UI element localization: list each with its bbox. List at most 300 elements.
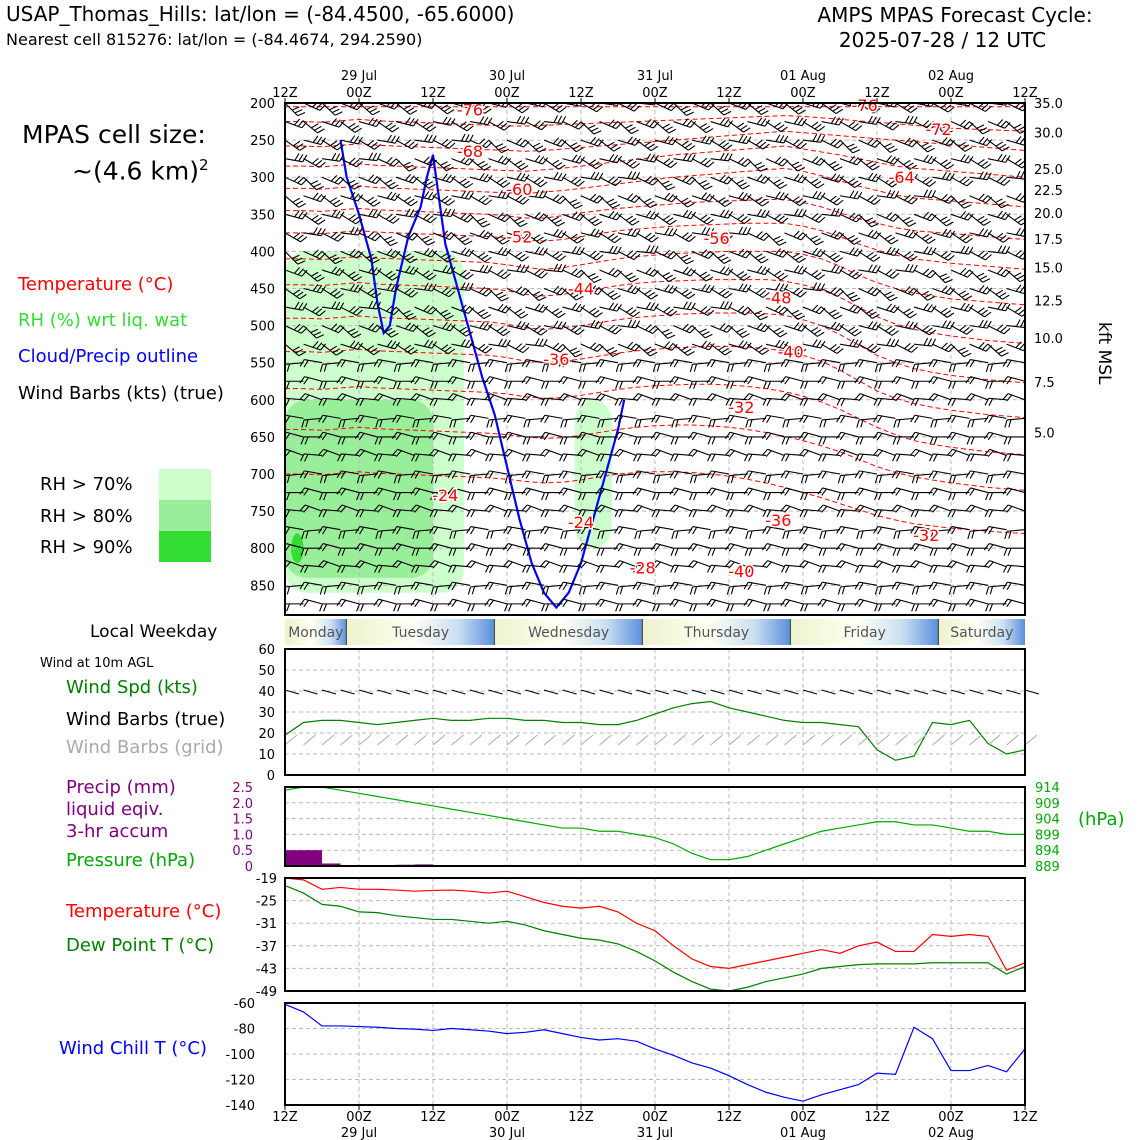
wind-barb — [857, 418, 877, 427]
wind-barb-flag — [797, 141, 803, 146]
legend-rh80-label: RH > 80% — [40, 506, 133, 527]
wind-barb-flag — [633, 488, 638, 494]
wind-barb-flag — [929, 394, 934, 400]
wind-barb-flag — [537, 180, 543, 185]
wind-barb-flag — [539, 297, 546, 301]
wind-barb-flag — [625, 273, 632, 277]
wind-barb-flag — [539, 156, 544, 162]
wind-barb-flag — [838, 604, 841, 611]
wind-barb-flag — [904, 195, 910, 200]
wind-barb-flag — [915, 416, 919, 423]
wind-barb — [766, 122, 787, 132]
wind-barb — [764, 363, 784, 372]
wind-barb-flag — [762, 544, 767, 550]
wind-barb-flag — [711, 583, 715, 590]
wind-barb-flag — [540, 544, 545, 550]
wind-barb-flag — [887, 295, 894, 298]
xs-pressure-tick: 300 — [250, 171, 275, 187]
wind-barb — [600, 325, 622, 334]
wind-barb — [818, 582, 840, 590]
wind-barb-flag — [890, 149, 897, 152]
wind-barb-flag — [773, 236, 780, 239]
wind-barb-flag — [600, 583, 604, 590]
wind-barb-flag — [651, 295, 658, 299]
wind-barb — [896, 286, 918, 295]
wind-barb-flag — [542, 604, 545, 611]
wind-barb-flag — [927, 156, 932, 162]
wind-barb-staff — [526, 270, 542, 278]
wind-barb-flag — [665, 184, 672, 187]
wind-barb — [764, 585, 784, 594]
wind-barb — [581, 103, 603, 112]
wind-barb — [692, 250, 714, 259]
wind-barb-flag — [589, 160, 596, 165]
wind-barb-flag — [868, 230, 873, 236]
wind-barb-staff — [267, 565, 285, 567]
wind-barb-flag — [905, 229, 910, 235]
wind-barb — [949, 585, 969, 594]
wind-barb-flag — [690, 364, 692, 372]
wind-barb-flag — [378, 600, 383, 606]
wind-barb-flag — [387, 240, 394, 243]
wind-barb-flag — [838, 587, 840, 595]
wind-barb-flag — [676, 531, 678, 539]
wind-barb-flag — [681, 255, 688, 258]
wind-barb — [855, 582, 877, 590]
wind-barb-flag — [684, 258, 691, 261]
wind-barb-flag — [313, 193, 318, 199]
wind-barb-flag — [859, 472, 863, 479]
wind-barb — [396, 196, 417, 206]
wind-barb-flag — [745, 548, 748, 555]
wind-barb — [544, 159, 565, 170]
wind-barb-flag — [724, 111, 731, 115]
wind-barb-flag — [811, 179, 818, 183]
wind-barb-flag — [508, 416, 512, 423]
wind-barb-flag — [481, 312, 488, 316]
wind-barb — [970, 251, 992, 260]
wind-barb-flag — [675, 566, 679, 573]
wind-barb-flag — [855, 599, 860, 605]
wind-barb — [988, 140, 1009, 151]
wind-barb-flag — [588, 274, 595, 277]
wind-barb-flag — [730, 527, 734, 534]
wind-barb-staff — [581, 196, 597, 203]
xs-kft-tick: 12.5 — [1034, 294, 1063, 310]
wind-barb-flag — [319, 162, 325, 167]
wind-barb-flag — [971, 454, 975, 461]
wind-barb — [541, 527, 563, 535]
wind-barb-staff — [748, 251, 762, 263]
legend-precip-3: 3-hr accum — [66, 821, 169, 842]
wind-barb-flag — [951, 562, 956, 568]
wind-barb-flag — [840, 562, 845, 568]
wind-barb — [836, 544, 858, 551]
wind-barb-flag — [671, 548, 674, 555]
wind-barb-flag — [944, 162, 951, 166]
wind-barb-staff — [692, 122, 706, 133]
wind-barb-flag — [685, 292, 692, 297]
wind-barb-flag — [625, 125, 632, 129]
wind-barb-flag — [583, 587, 585, 595]
wind-barb-flag — [922, 234, 929, 238]
wind-barb-flag — [410, 110, 417, 114]
wind-barb-flag — [373, 153, 377, 160]
wind-barb-flag — [786, 437, 789, 444]
wind-barb-flag — [730, 510, 734, 517]
wind-barb-flag — [693, 527, 697, 534]
wind-barb-staff — [933, 418, 951, 420]
wind-barb — [801, 363, 821, 372]
wind-barb-flag — [804, 527, 808, 534]
wind-barb-flag — [885, 326, 891, 331]
wind-barb-flag — [743, 185, 750, 189]
wind-barb-flag — [822, 472, 826, 479]
wind-barb — [690, 474, 710, 483]
wind-barb-flag — [655, 451, 660, 457]
wind-barb-flag — [570, 348, 577, 351]
wind-barb-flag — [535, 247, 539, 254]
wind-barb-flag — [263, 599, 268, 605]
wind-barb-flag — [861, 531, 863, 539]
wind-barb-flag — [953, 381, 956, 388]
wind-barb — [970, 214, 991, 225]
wind-barb-staff — [933, 307, 948, 317]
wind-barb — [877, 326, 899, 336]
wind-barb-staff — [285, 103, 298, 116]
wind-barb-staff — [618, 214, 632, 225]
wind-barb-flag — [688, 146, 695, 151]
wind-barb-flag — [300, 599, 305, 605]
wind-barb-flag — [910, 449, 915, 455]
wind-barb-flag — [762, 350, 769, 354]
wind-barb-flag — [523, 347, 529, 352]
wind-barb — [581, 251, 603, 260]
wind-barb-staff — [600, 140, 614, 151]
wind-barb-flag — [674, 600, 679, 606]
wind-barb-flag — [472, 364, 474, 372]
wind-barb-flag — [963, 179, 969, 184]
wind-barb-flag — [712, 566, 716, 573]
wind-barb — [672, 418, 692, 427]
wind-barb — [485, 599, 507, 606]
wind-barb — [600, 233, 622, 243]
wind-barb-flag — [443, 164, 450, 168]
wind-barb-staff — [840, 289, 853, 302]
wind-barb-flag — [516, 287, 522, 293]
nearest-cell-label: Nearest cell 815276: lat/lon = (-84.4674, 294.2590) — [6, 30, 423, 49]
wind-barb — [746, 418, 766, 427]
wind-barb-flag — [350, 227, 354, 234]
wind-barb-flag — [675, 437, 678, 444]
wind-barb-flag — [879, 493, 882, 500]
wind-barb-flag — [805, 604, 808, 611]
wind-barb-flag — [410, 210, 414, 217]
wind-barb-flag — [805, 364, 807, 372]
wind-barb-flag — [768, 364, 770, 372]
wind-barb-staff — [396, 196, 411, 206]
wind-barb-staff — [489, 233, 503, 244]
wind-barb-flag — [916, 587, 918, 595]
wind-barb-flag — [508, 527, 512, 534]
wind-barb — [857, 530, 877, 539]
wind-barb-flag — [558, 173, 562, 180]
wind-barb-flag — [669, 278, 676, 282]
wind-barb-flag — [263, 488, 268, 494]
wind-barb-flag — [295, 154, 299, 161]
wind-barb — [803, 157, 825, 166]
wind-barb-staff — [471, 363, 489, 365]
wind-barb-flag — [853, 306, 858, 312]
wind-barb-flag — [719, 141, 725, 146]
wind-barb-flag — [795, 313, 802, 316]
wind-barb-flag — [742, 342, 747, 348]
wind-barb-flag — [479, 344, 485, 349]
wind-barb-staff — [729, 326, 743, 338]
wind-barb-flag — [337, 599, 342, 605]
wind-barb-flag — [910, 561, 915, 567]
wind-barb-flag — [665, 332, 672, 335]
wind-barb-staff — [933, 196, 949, 204]
wind-barb-flag — [681, 198, 688, 202]
wind-barb-flag — [593, 253, 599, 258]
wind-barb-flag — [647, 201, 654, 205]
wind-barb-staff — [655, 326, 668, 339]
wind-barb-flag — [912, 604, 915, 611]
wind-barb-flag — [926, 328, 932, 333]
wind-barb-flag — [764, 587, 766, 595]
wind-barb — [674, 233, 696, 242]
wind-barb-staff — [914, 270, 930, 278]
wind-barb-flag — [646, 154, 650, 161]
wind-barb-staff — [729, 122, 744, 133]
wind-barb-staff — [692, 214, 707, 224]
wind-barb-flag — [683, 210, 688, 217]
wind-barb-flag — [811, 327, 818, 331]
wind-barb-flag — [740, 183, 747, 187]
wind-barb-staff — [471, 474, 489, 476]
wind-barb-flag — [576, 156, 581, 162]
wind-barb-flag — [633, 394, 638, 400]
wind-barb-flag — [518, 163, 525, 167]
pressure-unit: (hPa) — [1078, 809, 1125, 830]
wind-barb-flag — [692, 562, 697, 568]
wind-barb-staff — [748, 196, 763, 206]
wind-barb-flag — [787, 531, 789, 539]
wind-barb-flag — [471, 399, 475, 406]
wind-barb-flag — [780, 135, 784, 142]
wind-barb-flag — [928, 190, 932, 197]
wind-barb-flag — [657, 475, 659, 483]
wind-barb-flag — [910, 432, 915, 438]
wind-barb-flag — [448, 201, 454, 206]
wind-barb-flag — [628, 276, 635, 280]
wind-barb-flag — [616, 381, 619, 388]
wind-barb — [544, 321, 566, 329]
wind-barb — [818, 599, 840, 606]
wind-barb — [616, 363, 636, 372]
wind-barb-flag — [526, 472, 530, 479]
wind-barb-flag — [890, 305, 895, 311]
wind-barb-flag — [757, 266, 762, 272]
wind-barb-flag — [459, 236, 466, 240]
wind-barb-flag — [654, 155, 658, 162]
wind-barb-flag — [817, 332, 824, 336]
wind-barb — [618, 342, 640, 351]
cell-size-label: MPAS cell size: — [22, 120, 206, 149]
wind-barb-flag — [546, 604, 549, 611]
wind-barb-flag — [904, 104, 910, 109]
xs-pressure-tick: 750 — [250, 505, 275, 521]
wind-barb-flag — [674, 583, 678, 590]
wind-barb-flag — [783, 420, 785, 428]
wind-barb-flag — [646, 119, 651, 125]
wind-barb-flag — [546, 381, 549, 388]
wind-barb-staff — [341, 122, 355, 133]
wind-barb-flag — [613, 246, 617, 253]
wind-barb-flag — [985, 312, 991, 317]
wind-barb-staff — [637, 418, 655, 420]
wind-barb-flag — [331, 175, 337, 181]
wind-barb-flag — [589, 308, 596, 313]
wind-barb-flag — [390, 242, 397, 245]
wind-barb-flag — [435, 604, 438, 611]
wind-barb-flag — [313, 136, 318, 143]
wind-barb-flag — [724, 119, 729, 125]
wind-barb-flag — [923, 326, 929, 331]
cell-size-text: ~(4.6 km) — [72, 156, 199, 186]
wind-barb-flag — [317, 194, 322, 200]
wind-barb-flag — [704, 217, 710, 222]
wind-barb — [452, 122, 474, 131]
wind-barb-flag — [983, 287, 988, 293]
wind-barb-flag — [541, 330, 547, 335]
wind-barb-flag — [896, 600, 901, 606]
xs-kft-tick: 35.0 — [1034, 97, 1063, 112]
wind-barb-flag — [855, 394, 860, 400]
wind-barb-flag — [703, 274, 710, 278]
wind-barb-flag — [627, 342, 632, 348]
wind-barb-flag — [855, 331, 862, 335]
wind-barb — [949, 363, 969, 372]
wind-barb-flag — [737, 272, 744, 276]
wind-barb-flag — [575, 328, 581, 333]
wind-barb-flag — [762, 432, 767, 438]
wind-barb-flag — [868, 173, 873, 180]
wind-barb-flag — [983, 130, 990, 133]
wind-barb-flag — [469, 192, 473, 199]
wind-barb — [822, 251, 843, 262]
wind-barb-flag — [799, 110, 806, 114]
wind-barb-flag — [720, 118, 725, 124]
wind-barb-flag — [702, 284, 707, 291]
wind-barb-flag — [776, 192, 781, 199]
wind-barb — [433, 196, 455, 206]
wind-barb — [988, 289, 1009, 300]
wind-barb-flag — [620, 604, 623, 611]
wind-barb-flag — [785, 489, 790, 495]
wind-barb-flag — [965, 156, 970, 163]
wind-barb-flag — [480, 173, 485, 179]
wind-barb-flag — [984, 221, 991, 225]
wind-barb — [803, 326, 824, 337]
wind-barb-flag — [965, 304, 970, 311]
wind-barb-flag — [857, 531, 859, 539]
wind-barb-flag — [600, 378, 605, 384]
wind-barb — [707, 377, 729, 384]
wind-barb-staff — [452, 214, 468, 222]
wind-barb-flag — [849, 122, 855, 127]
wind-barb-flag — [538, 271, 544, 276]
wind-barb-flag — [410, 118, 415, 125]
wind-barb-flag — [368, 175, 373, 181]
wind-barb-staff — [970, 418, 988, 420]
wind-barb — [670, 360, 692, 368]
wind-barb-flag — [842, 587, 844, 595]
wind-barb-flag — [554, 229, 559, 235]
wind-barb-flag — [794, 266, 799, 273]
wind-barb — [359, 140, 381, 149]
wind-barb-flag — [785, 472, 789, 479]
legend-rh: RH (%) wrt liq. wat — [18, 310, 188, 331]
legend-dewpoint: Dew Point T (°C) — [66, 935, 215, 956]
wind-barb-flag — [619, 510, 623, 517]
wind-barb — [396, 103, 417, 114]
wind-barb-flag — [334, 234, 340, 239]
wind-barb — [692, 270, 713, 281]
wind-barb-flag — [905, 116, 909, 123]
wind-barb-flag — [387, 157, 393, 163]
wind-barb-flag — [686, 326, 692, 332]
wind-barb-flag — [904, 252, 910, 257]
wind-barb-flag — [317, 129, 324, 133]
wind-barb — [452, 134, 474, 142]
wind-barb-flag — [687, 120, 692, 126]
wind-barb — [581, 137, 603, 146]
wind-barb-flag — [749, 437, 752, 444]
wind-barb-flag — [612, 270, 618, 276]
wind-barb-flag — [966, 505, 971, 511]
wind-barb — [896, 103, 918, 113]
legend-wind-barbs-true: Wind Barbs (true) — [66, 709, 226, 730]
wind-barb-staff — [730, 585, 748, 587]
wind-barb-flag — [923, 269, 929, 274]
wind-barb-flag — [349, 158, 355, 163]
wind-barb — [544, 251, 566, 260]
wind-barb-flag — [702, 332, 709, 335]
wind-barb — [988, 268, 1010, 277]
wind-barb — [655, 228, 677, 236]
wind-10m-label: Wind at 10m AGL — [40, 656, 154, 671]
wind-barb-flag — [601, 548, 604, 555]
wind-barb-flag — [311, 124, 318, 128]
wind-barb — [596, 377, 618, 384]
wind-barb — [822, 103, 843, 114]
wind-barb — [633, 582, 655, 590]
wind-barb — [783, 418, 803, 427]
wind-barb-flag — [852, 124, 858, 129]
wind-barb-flag — [720, 175, 725, 181]
wind-barb-flag — [484, 315, 491, 319]
wind-barb-flag — [964, 270, 970, 276]
wind-barb — [544, 286, 566, 295]
wind-barb-flag — [370, 200, 377, 204]
kft-axis-label: kft MSL — [1094, 322, 1114, 385]
wind-barb-flag — [352, 126, 359, 130]
wind-barb-flag — [884, 292, 891, 295]
wind-barb — [633, 471, 655, 479]
wind-barb-flag — [916, 364, 918, 372]
